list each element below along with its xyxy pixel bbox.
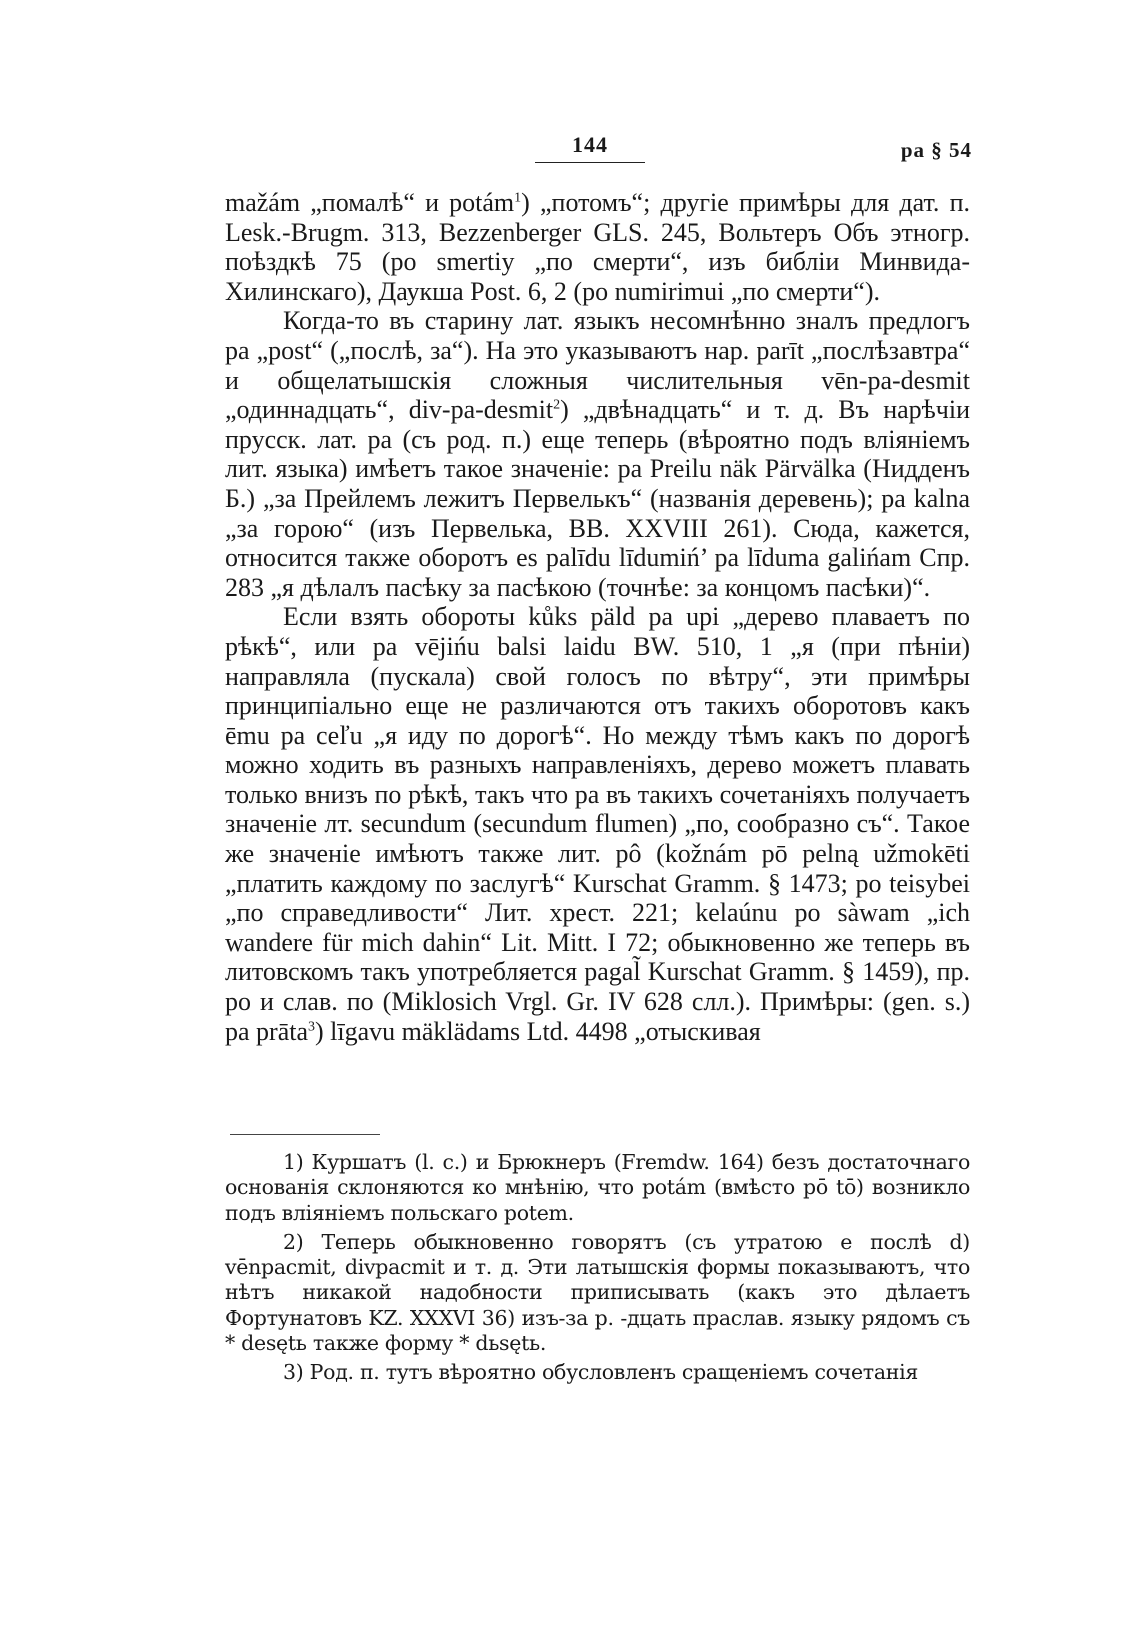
running-head: pa § 54 xyxy=(900,138,972,162)
text-run: ) „потомъ“; другіе примѣры для дат. п. Lesk.-Brugm. 313, Bezzenberger GLS. 245, Вольтеръ Объ этногр. поѣздкѣ 75 (po smertiy „по смерти“, изъ библіи Минвида-Хилинскаго), Даукша Post. 6, 2 (po numirimui „по смерти“). xyxy=(225,188,971,306)
text-run: mažám „помалѣ“ и potám xyxy=(225,188,515,217)
footnote-2: 2) Теперь обыкновенно говорятъ (съ утратою e послѣ d) vēnpacmit, divpacmit и т. д. Эти латышскія формы показываютъ, что нѣтъ никакой надобности приписывать (какъ это дѣлаетъ Фортунатовъ KZ. XXXVI 36) изъ-за р. -дцать праслав. языку рядомъ съ * desętь также форму * dьsętь. xyxy=(225,1229,970,1356)
footnote-divider xyxy=(230,1134,380,1135)
footnote-ref-1: 1 xyxy=(514,190,522,206)
page-number: 144 xyxy=(572,132,608,157)
paragraph xyxy=(225,306,970,602)
text-run: ) līgavu mäklädams Ltd. 4498 „отыскивая xyxy=(315,1016,761,1046)
page-number-rule xyxy=(535,162,645,163)
footnote-1: 1) Куршатъ (l. c.) и Брюкнеръ (Fremdw. 164) безъ достаточнаго основанія склоняются ко мнѣнію, что potám (вмѣсто pō tō) возникло подъ вліяніемъ польскаго potem. xyxy=(225,1150,970,1225)
footnote-ref-3: 3 xyxy=(308,1018,316,1034)
paragraph-continuation xyxy=(225,188,970,306)
paragraph xyxy=(225,602,970,1046)
footnote-ref-2: 2 xyxy=(553,397,561,413)
text-run: Если взять обороты kůks päld pa upi „дерево плаваетъ по рѣкѣ“, или pa vējińu balsi laidu BW. 510, 1 „я (при пѣніи) направляла (пускала) свой голосъ по вѣтру“, эти примѣры принципіально еще не различаются отъ такихъ оборотовъ какъ ēmu pa ceľu „я иду по дорогѣ“. Но между тѣмъ какъ по дорогѣ можно ходить въ разныхъ направленіяхъ, дерево можетъ плавать только внизъ по рѣкѣ, такъ что pa въ такихъ сочетаніяхъ получаетъ значеніе лт. secundum (secundum flumen) „по, сообразно съ“. Такое же значеніе имѣютъ также лит. pô (kožnám pō pelną užmokēti „платить каждому по заслугѣ“ Kurschat Gramm. § 1473; po teisybei „по справедливости“ Лит. хрест. 221; kelaúnu po sàwam „ich wandere für mich dahin“ Lit. Mitt. I 72; обыкновенно же теперь въ литовскомъ такъ употребляется pagal̃ Kurschat Gramm. § 1459), пр. po и слав. по (Miklosich Vrgl. Gr. IV 628 слл.). Примѣры: (gen. s.) pa prāta xyxy=(225,602,970,1046)
page-header xyxy=(0,132,1140,172)
text-run: Когда-то въ старину лат. языкъ несомнѣнно зналъ предлогъ pa „post“ („послѣ, за“). На это указываютъ нар. parīt „послѣзавтра“ и общелатышскія сложныя числительныя vēn-pa-desmit „одиннадцать“, div-pa-desmit xyxy=(225,306,970,425)
footnote-3: 3) Род. п. тутъ вѣроятно обусловленъ сращеніемъ сочетанія xyxy=(283,1360,919,1385)
footnotes xyxy=(225,1150,970,1390)
main-text xyxy=(225,188,970,1046)
text-run: ) „двѣнадцать“ и т. д. Въ нарѣчіи прусск. лат. pa (съ род. п.) еще теперь (вѣроятно подъ вліяніемъ лит. языка) имѣетъ такое значеніе: pa Preilu näk Pärvälka (Нидденъ Б.) „за Прейлемъ лежитъ Первелькъ“ (названія деревень); pa kalna „за горою“ (изъ Первелька, BB. XXVIII 261). Сюда, кажется, относится также оборотъ es palīdu līdumiń’ pa līduma galińam Спр. 283 „я дѣлалъ пасѣку за пасѣкою (точнѣе: за концомъ пасѣки)“. xyxy=(225,395,970,602)
